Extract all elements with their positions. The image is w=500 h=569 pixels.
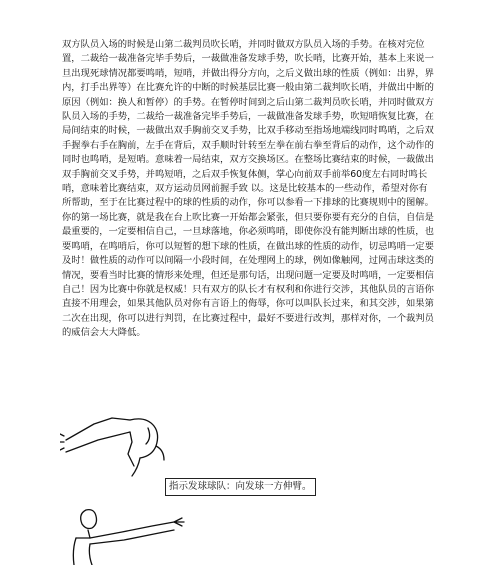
referee-arm-illustration bbox=[60, 380, 170, 480]
referee-pointing-drawing bbox=[62, 508, 192, 565]
body-paragraph: 双方队员入场的时候是山第二裁判员吹长哨，并同时做双方队员入场的手势。在核对完位置，二裁给一裁准备完毕手势后，一裁做准备发球手势，吹长哨，比赛开始，基本上来说一旦出现死球情况都要鸣哨，短哨，并做出得分方向，之后义做出球的性质（例如：出界，界内，打手出界等）在比赛允许的中断的时候基层比赛一般由第二裁判吹长哨，并做出中断的原因（例如：换人和暂停）的手势。在暂停时间到之后山第二裁判员吹长哨，并同时做双方队员入场的手势，二裁给一裁准备完毕手势后，一裁做准备发球手势，吹短哨恢复比赛，在局间结束的时候，一裁做出双手胸前交叉手势，比双手移动至指场地端线同时鸣哨，之后双手握拳右手在胸前，左手在背后，双手顺时针转至左拳在前右拳至背后的动作，这个动作的同时也鸣哨，是短哨。意味着一局结束，双方交换场区。在整场比赛结束的时候，一裁做出双手胸前交叉手势，并鸣短哨，之后双手恢复体侧，掌心向前双手前举60度左右同时鸣长哨，意味着比赛结束，双方运动员网前握手致 以。这是比较基本的一些动作，希望对你有所帮助，至于在比赛过程中的球的性质的动作，你可以参看一下排球的比赛规则中的图解。你的第一场比赛，就是我在台上吹比赛一开始都会紧张，但只要你要有充分的自信，自信是最重要的，一定要相信自己，一旦球落地，你必须鸣哨，即使你没有能判断出球的性质，也要鸣哨，在鸣哨后，你可以短暂的想下球的性质，在做出球的性质的动作，切忌鸣哨一定要及时！做性质的动作可以间隔一小段时间，在处理网上的球，例如像触网，过网击球这类的情况，要看当时比赛的情形来处理，但还是那句话，出现问题一定要及时鸣哨，一定要相信自己！因为比赛中你就是权威！只有双方的队长才有权利和你进行交涉，其他队员的言语你直接不用理会，如果其他队员对你有言语上的侮辱，你可以叫队长过来，和其交涉，如果第二次在出现，你可以进行判罚，在比赛过程中，最好不要进行改判，那样对你，一个裁判员的威信会大大降低。 bbox=[62, 39, 434, 339]
referee-pointing-illustration bbox=[62, 508, 192, 565]
referee-arm-drawing bbox=[60, 380, 170, 480]
figure-caption: 指示发球球队：向发球一方伸臂。 bbox=[165, 478, 316, 496]
